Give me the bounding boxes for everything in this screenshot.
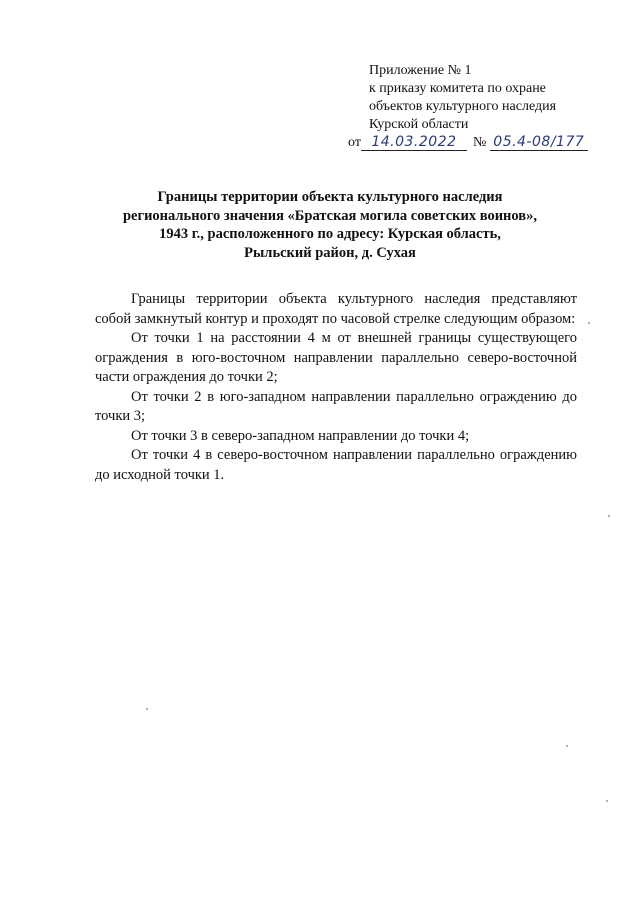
order-date-number [348, 134, 618, 152]
title-line: регионального значения «Братская могила советских воинов», [122, 207, 537, 224]
paragraph-point-2: От точки 2 в юго-западном направлении параллельно ограждению до точки 3; [95, 388, 577, 424]
number-label: № [472, 135, 487, 150]
handwritten-date: 14.03.2022 [361, 134, 467, 151]
appendix-order-ref: к приказу комитета по охране [369, 81, 546, 96]
paragraph-point-1: От точки 1 на расстоянии 4 м от внешней границы существующего ограждения в юго-восточном направлении параллельно северо-восточной части ограждения до точки 2; [95, 330, 577, 385]
paragraph-point-3: От точки 3 в северо-западном направлении до точки 4; [131, 427, 470, 444]
appendix-header [369, 62, 619, 134]
scan-speck [146, 708, 148, 710]
appendix-region: Курской области [369, 117, 469, 132]
scan-speck [566, 745, 568, 747]
title-line: 1943 г., расположенного по адресу: Курская область, [159, 226, 501, 242]
boundary-description [95, 290, 577, 485]
appendix-committee: объектов культурного наследия [369, 99, 557, 114]
handwritten-number: 05.4-08/177 [490, 134, 588, 151]
scan-speck [606, 800, 608, 802]
paragraph-intro: Границы территории объекта культурного наследия представляют собой замкнутый контур и проходят по часовой стрелке следующим образом: [95, 291, 577, 327]
paragraph-point-4: От точки 4 в северо-восточном направлении параллельно ограждению до исходной точки 1. [95, 447, 577, 483]
appendix-title: Приложение № 1 [369, 63, 472, 78]
scan-speck [588, 322, 590, 324]
from-label: от [348, 135, 361, 150]
title-line: Границы территории объекта культурного наследия [157, 189, 503, 205]
title-line: Рыльский район, д. Сухая [244, 244, 416, 261]
document-title [90, 188, 570, 262]
scan-speck [608, 515, 610, 517]
